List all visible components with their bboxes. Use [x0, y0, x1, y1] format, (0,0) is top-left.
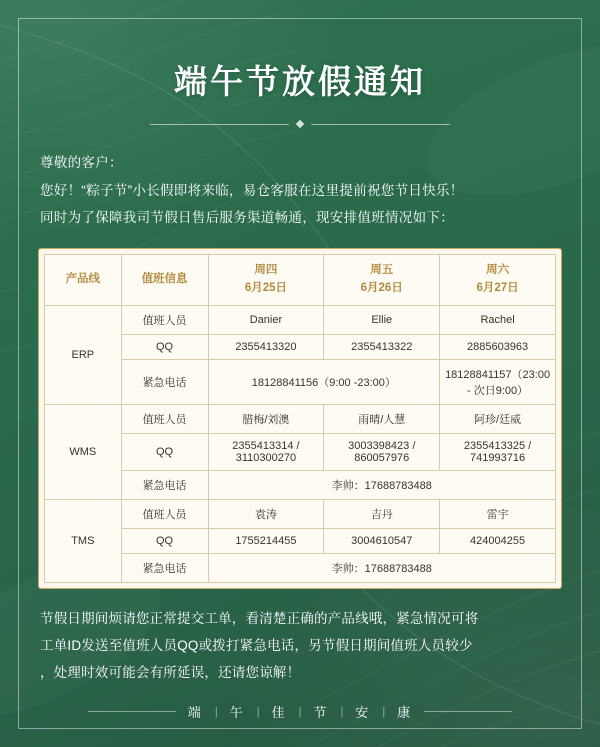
cell-tms-staff-thu: 袁涛 [208, 499, 324, 528]
duty-table-container [38, 248, 562, 589]
cell-wms-qq-sat: 2355413325 / 741993716 [440, 433, 556, 470]
row-label-emergency-erp: 紧急电话 [121, 359, 208, 404]
greeting-line-2: 您好！“粽子节”小长假即将来临，易仓客服在这里提前祝您节日快乐！ [40, 182, 464, 198]
table-row [45, 470, 556, 499]
cell-erp-emergency-night: 18128841157（23:00 - 次日9:00） [440, 359, 556, 404]
cell-wms-staff-thu: 腊梅/刘澳 [208, 404, 324, 433]
bottom-separator-4: | [340, 705, 344, 718]
header-friday-day: 周五 [370, 264, 394, 277]
bottom-char-3: 佳 [271, 705, 287, 720]
bottom-char-4: 节 [313, 705, 329, 720]
greeting-line-3: 同时为了保障我司节假日售后服务渠道畅通，现安排值班情况如下： [40, 210, 454, 226]
footer-line-3: ，处理时效可能会有所延误，还请您谅解！ [40, 664, 301, 680]
cell-erp-staff-sat: Rachel [440, 305, 556, 334]
row-label-emergency-tms: 紧急电话 [121, 553, 208, 582]
row-label-qq-wms: QQ [121, 433, 208, 470]
cell-tms-staff-fri: 吉丹 [324, 499, 440, 528]
footer-note [34, 589, 566, 686]
cell-erp-qq-sat: 2885603963 [440, 334, 556, 359]
divider-line-right [311, 124, 450, 125]
row-label-qq-erp: QQ [121, 334, 208, 359]
bottom-separator-5: | [382, 705, 386, 718]
cell-erp-qq-thu: 2355413320 [208, 334, 324, 359]
product-line-tms: TMS [45, 499, 122, 582]
row-label-qq-tms: QQ [121, 528, 208, 553]
bottom-blessing-strip [0, 702, 600, 721]
table-header-row [45, 255, 556, 306]
header-product-line-text: 产品线 [65, 272, 101, 285]
bottom-separator-2: | [256, 705, 260, 718]
cell-wms-qq-fri: 3003398423 / 860057976 [324, 433, 440, 470]
header-saturday-day: 周六 [486, 264, 510, 277]
table-body-erp [45, 305, 556, 404]
table-body-tms [45, 499, 556, 582]
header-thursday-day: 周四 [254, 264, 278, 277]
cell-wms-staff-fri: 雨晴/人慧 [324, 404, 440, 433]
divider-line-left [150, 124, 289, 125]
cell-tms-staff-sat: 雷宇 [440, 499, 556, 528]
bottom-line-left [88, 711, 176, 712]
header-product-line [45, 255, 122, 306]
table-row [45, 359, 556, 404]
header-duty-info [121, 255, 208, 306]
bottom-char-1: 端 [187, 705, 203, 720]
product-line-erp: ERP [45, 305, 122, 404]
greeting-block [34, 149, 566, 232]
bottom-char-5: 安 [355, 705, 371, 720]
duty-schedule-table [44, 254, 556, 583]
table-row [45, 334, 556, 359]
page-title: 端午节放假通知 [174, 63, 426, 100]
cell-tms-emergency: 李帅：17688783488 [208, 553, 556, 582]
table-row [45, 528, 556, 553]
cell-wms-qq-thu: 2355413314 / 3110300270 [208, 433, 324, 470]
header-duty-info-text: 值班信息 [141, 272, 188, 285]
greeting-line-1: 尊敬的客户： [40, 155, 123, 170]
bottom-line-right [424, 711, 512, 712]
header-thursday-date: 6月25日 [244, 281, 287, 294]
table-row [45, 433, 556, 470]
bottom-separator-1: | [214, 705, 218, 718]
header-friday [324, 255, 440, 306]
table-row [45, 499, 556, 528]
title-divider [150, 121, 450, 127]
table-row [45, 404, 556, 433]
row-label-staff-wms: 值班人员 [121, 404, 208, 433]
table-head [45, 255, 556, 306]
header-saturday-date: 6月27日 [476, 281, 519, 294]
cell-erp-staff-fri: Ellie [324, 305, 440, 334]
product-line-wms: WMS [45, 404, 122, 499]
cell-erp-staff-thu: Danier [208, 305, 324, 334]
cell-tms-qq-thu: 1755214455 [208, 528, 324, 553]
header-saturday [440, 255, 556, 306]
bottom-separator-3: | [298, 705, 302, 718]
cell-wms-emergency: 李帅：17688783488 [208, 470, 556, 499]
cell-erp-emergency-day: 18128841156（9:00 -23:00） [208, 359, 440, 404]
cell-tms-qq-fri: 3004610547 [324, 528, 440, 553]
table-row [45, 553, 556, 582]
bottom-char-6: 康 [397, 705, 413, 720]
table-body-wms [45, 404, 556, 499]
header-thursday [208, 255, 324, 306]
footer-line-1: 节假日期间烦请您正常提交工单，看清楚正确的产品线哦，紧急情况可将 [40, 610, 479, 626]
bottom-char-2: 午 [229, 705, 245, 720]
cell-erp-qq-fri: 2355413322 [324, 334, 440, 359]
header-friday-date: 6月26日 [360, 281, 403, 294]
row-label-staff-tms: 值班人员 [121, 499, 208, 528]
table-row [45, 305, 556, 334]
row-label-staff-erp: 值班人员 [121, 305, 208, 334]
footer-line-2: 工单ID发送至值班人员QQ或拨打紧急电话，另节假日期间值班人员较少 [40, 637, 473, 653]
cell-tms-qq-sat: 424004255 [440, 528, 556, 553]
row-label-emergency-wms: 紧急电话 [121, 470, 208, 499]
divider-diamond [296, 120, 304, 128]
cell-wms-staff-sat: 阿珍/廷威 [440, 404, 556, 433]
